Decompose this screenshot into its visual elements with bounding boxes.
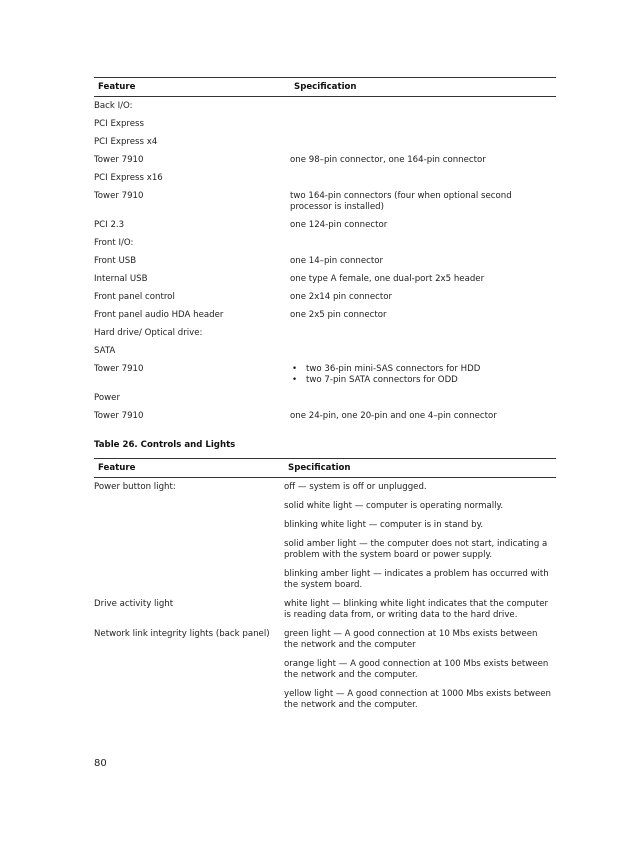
- spec-cell: one 14–pin connector: [290, 256, 384, 266]
- table-row: [94, 625, 556, 655]
- spec-cell: [290, 389, 556, 407]
- table-row: [94, 478, 556, 498]
- table-caption: Table 26. Controls and Lights: [94, 440, 236, 450]
- table-header-row: [94, 459, 556, 478]
- spec-cell: [290, 133, 556, 151]
- table-row: [94, 216, 556, 234]
- feature-cell: Tower 7910: [94, 191, 144, 201]
- table-row: [94, 516, 556, 535]
- spec-cell: one 2x5 pin connector: [290, 310, 387, 320]
- spec-cell: [290, 234, 556, 252]
- feature-cell: Back I/O:: [94, 101, 133, 111]
- feature-header: Feature: [94, 78, 290, 97]
- feature-cell: [94, 565, 284, 595]
- spec-cell: one 98–pin connector, one 164-pin connector: [290, 155, 486, 165]
- bullet-item: • two 7-pin SATA connectors for ODD: [290, 375, 556, 386]
- table-row: [94, 497, 556, 516]
- feature-cell: Front panel audio HDA header: [94, 310, 224, 320]
- spec-cell: blinking amber light — indicates a problem has occurred with the system board.: [284, 569, 549, 590]
- feature-cell: [94, 497, 284, 516]
- table-row: [94, 324, 556, 342]
- spec-cell: [290, 360, 556, 389]
- feature-cell: SATA: [94, 346, 116, 356]
- feature-cell: [94, 516, 284, 535]
- feature-cell: Front USB: [94, 256, 137, 266]
- bullet-item: • two 36-pin mini-SAS connectors for HDD: [290, 364, 556, 375]
- spec-cell: solid white light — computer is operating normally.: [284, 501, 504, 511]
- spec-cell: white light — blinking white light indicates that the computer is reading data from, or writing data to the hard drive.: [284, 599, 549, 620]
- spec-cell: [290, 97, 556, 116]
- table-row: [94, 655, 556, 685]
- feature-cell: PCI Express x16: [94, 173, 163, 183]
- feature-cell: Drive activity light: [94, 599, 174, 609]
- feature-cell: Tower 7910: [94, 411, 144, 421]
- table-row: [94, 306, 556, 324]
- table-row: [94, 535, 556, 565]
- spec-cell: two 164-pin connectors (four when optional second processor is installed): [290, 191, 512, 212]
- page-number: 80: [94, 758, 107, 769]
- feature-cell: Internal USB: [94, 274, 148, 284]
- specification-header: Specification: [290, 78, 556, 97]
- feature-cell: Tower 7910: [94, 155, 144, 165]
- feature-cell: PCI 2.3: [94, 220, 125, 230]
- table-row: [94, 252, 556, 270]
- spec-cell: [290, 324, 556, 342]
- feature-cell: Power button light:: [94, 482, 176, 492]
- spec-cell: solid amber light — the computer does not start, indicating a problem with the system board or power supply.: [284, 539, 548, 560]
- feature-cell: Hard drive/ Optical drive:: [94, 328, 203, 338]
- controls-lights-table: [94, 458, 556, 715]
- feature-cell: Front panel control: [94, 292, 175, 302]
- table-row: [94, 389, 556, 407]
- feature-header: Feature: [94, 459, 284, 478]
- spec-cell: one 2x14 pin connector: [290, 292, 393, 302]
- feature-cell: Tower 7910: [94, 364, 144, 374]
- table-row: [94, 342, 556, 360]
- table-row: [94, 288, 556, 306]
- table-row: [94, 565, 556, 595]
- table-row: [94, 169, 556, 187]
- spec-cell: one 24-pin, one 20-pin and one 4–pin connector: [290, 411, 497, 421]
- table-row: [94, 97, 556, 116]
- spec-cell: [290, 115, 556, 133]
- feature-cell: [94, 685, 284, 715]
- table-row: [94, 595, 556, 625]
- spec-cell: yellow light — A good connection at 1000 Mbs exists between the network and the computer.: [284, 689, 551, 710]
- table-row: [94, 407, 556, 425]
- table-row: [94, 685, 556, 715]
- spec-cell: one 124-pin connector: [290, 220, 388, 230]
- spec-cell: blinking white light — computer is in stand by.: [284, 520, 484, 530]
- spec-cell: green light — A good connection at 10 Mbs exists between the network and the computer: [284, 629, 538, 650]
- table-row: [94, 270, 556, 288]
- feature-cell: [94, 655, 284, 685]
- feature-cell: [94, 535, 284, 565]
- spec-cell: [290, 169, 556, 187]
- feature-cell: Network link integrity lights (back panel): [94, 629, 270, 639]
- spec-cell: one type A female, one dual-port 2x5 header: [290, 274, 485, 284]
- table-row: [94, 115, 556, 133]
- table-row: [94, 151, 556, 169]
- spec-cell: off — system is off or unplugged.: [284, 482, 427, 492]
- spec-cell: [290, 342, 556, 360]
- feature-cell: Front I/O:: [94, 238, 134, 248]
- feature-cell: PCI Express x4: [94, 137, 158, 147]
- table-header-row: [94, 78, 556, 97]
- table-row: [94, 133, 556, 151]
- spec-cell: orange light — A good connection at 100 Mbs exists between the network and the computer.: [284, 659, 549, 680]
- connectors-table: [94, 77, 556, 425]
- specification-header: Specification: [284, 459, 556, 478]
- feature-cell: PCI Express: [94, 119, 145, 129]
- feature-cell: Power: [94, 393, 120, 403]
- table-row: [94, 187, 556, 216]
- table-row: [94, 360, 556, 389]
- table-row: [94, 234, 556, 252]
